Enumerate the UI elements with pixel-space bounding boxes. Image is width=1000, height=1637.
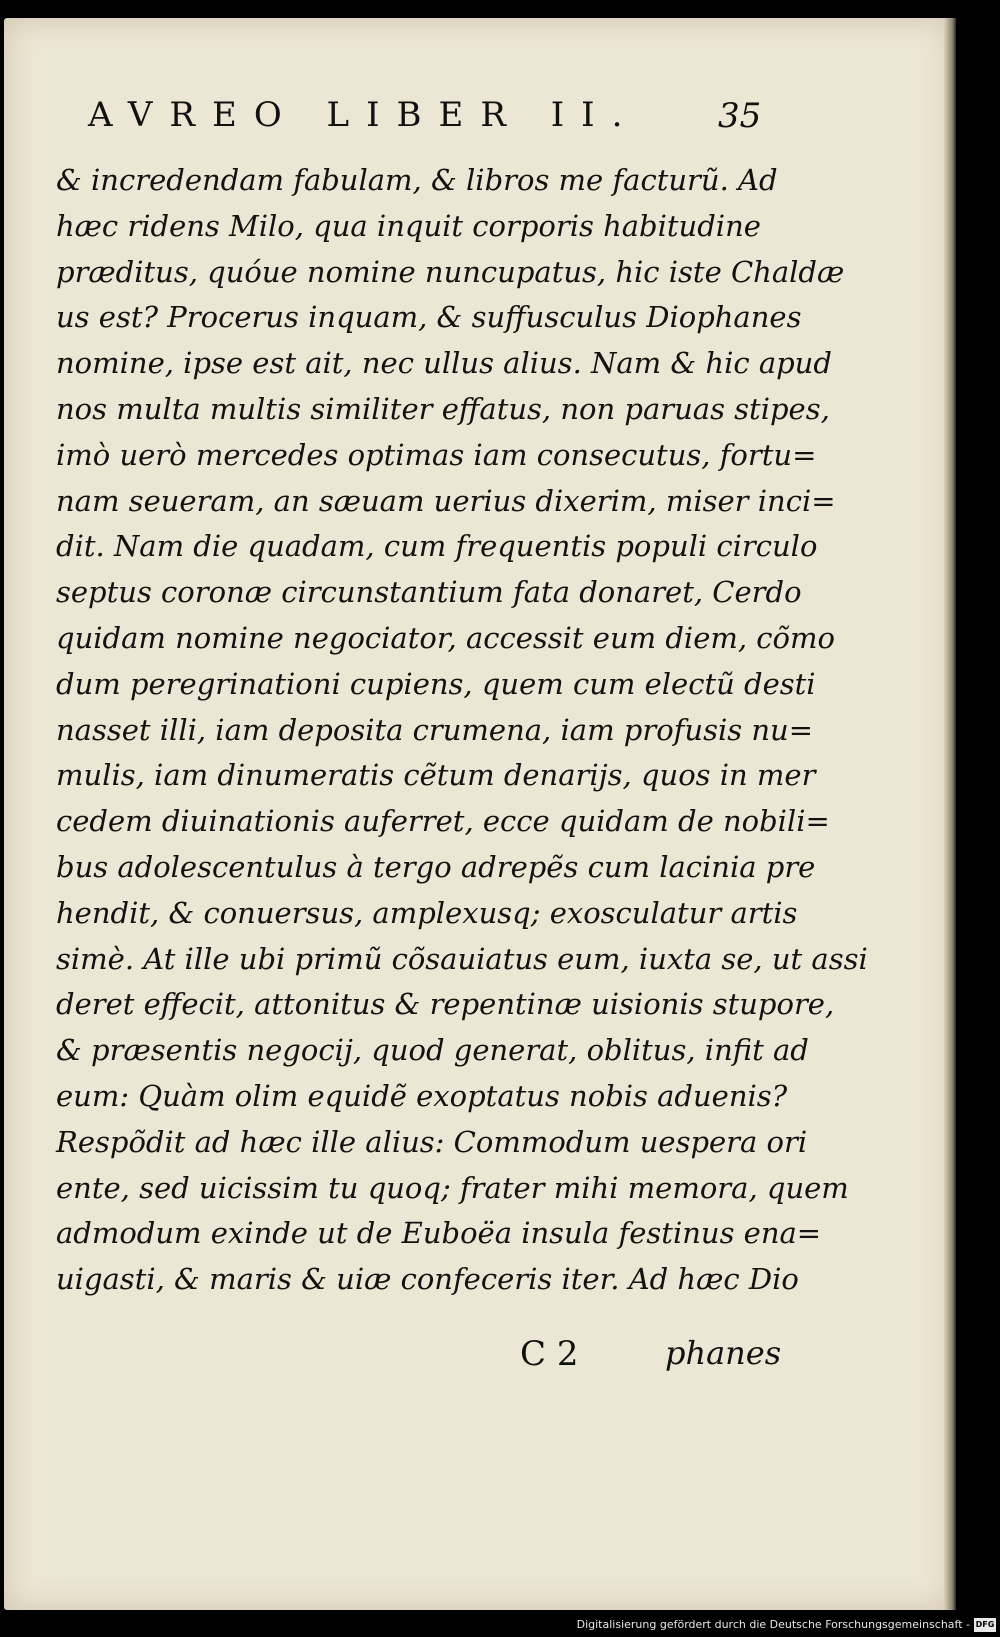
text-line: nomine, ipse est ait, nec ullus alius. Nam & hic apud	[56, 346, 832, 381]
text-line: uigasti, & maris & uiæ confeceris iter. Ad hæc Dio	[56, 1262, 799, 1297]
funding-credit: Digitalisierung gefördert durch die Deutsche Forschungsgemeinschaft -	[576, 1618, 970, 1631]
text-line: hendit, & conuersus, amplexusq; exosculatur artis	[56, 895, 798, 930]
text-line: septus coronæ circunstantium fata donaret, Cerdo	[56, 575, 802, 610]
page-edge	[944, 18, 956, 1610]
text-line: admodum exinde ut de Euboëa insula festinus ena=	[56, 1216, 822, 1251]
text-line: nos multa multis similiter effatus, non paruas stipes,	[56, 391, 830, 426]
text-line: deret effecit, attonitus & repentinæ uisionis stupore,	[56, 987, 835, 1022]
text-line: us est? Procerus inquam, & suffusculus Diophanes	[56, 300, 802, 335]
text-line: quidam nomine negociator, accessit eum diem, cõmo	[56, 620, 835, 655]
text-line: nam seueram, an sæuam uerius dixerim, miser inci=	[56, 483, 836, 518]
text-line: bus adolescentulus à tergo adrepẽs cum lacinia pre	[56, 849, 816, 884]
running-head: AVREO LIBER II.	[88, 95, 640, 135]
text-line: Respõdit ad hæc ille alius: Commodum uespera ori	[56, 1124, 808, 1159]
catchword: phanes	[665, 1334, 782, 1372]
text-line: dum peregrinationi cupiens, quem cum electũ desti	[56, 666, 816, 701]
text-line: simè. At ille ubi primũ cõsauiatus eum, iuxta se, ut assi	[56, 941, 868, 976]
dfg-logo-icon: DFG	[974, 1618, 996, 1632]
text-line: & incredendam fabulam, & libros me facturũ. Ad	[56, 163, 778, 197]
text-line: imò uerò mercedes optimas iam consecutus, fortu=	[56, 437, 817, 472]
text-line: & præsentis negocij, quod generat, oblitus, infit ad	[56, 1033, 809, 1068]
text-line: hæc ridens Milo, qua inquit corporis habitudine	[56, 208, 761, 243]
text-line: eum: Quàm olim equidẽ exoptatus nobis aduenis?	[56, 1078, 788, 1113]
page-number: 35	[718, 96, 762, 136]
body-text	[56, 158, 868, 1303]
text-line: nasset illi, iam deposita crumena, iam profusis nu=	[56, 712, 813, 747]
text-line: cedem diuinationis auferret, ecce quidam de nobili=	[56, 804, 830, 839]
text-line: ente, sed uicissim tu quoq; frater mihi memora, quem	[56, 1170, 849, 1205]
credit-bar	[0, 1610, 1000, 1637]
signature-mark: C 2	[520, 1334, 579, 1374]
text-line: præditus, quóue nomine nuncupatus, hic iste Chaldæ	[56, 254, 845, 289]
text-line: dit. Nam die quadam, cum frequentis populi circulo	[56, 529, 818, 564]
text-line: mulis, iam dinumeratis cẽtum denarijs, quos in mer	[56, 758, 816, 793]
